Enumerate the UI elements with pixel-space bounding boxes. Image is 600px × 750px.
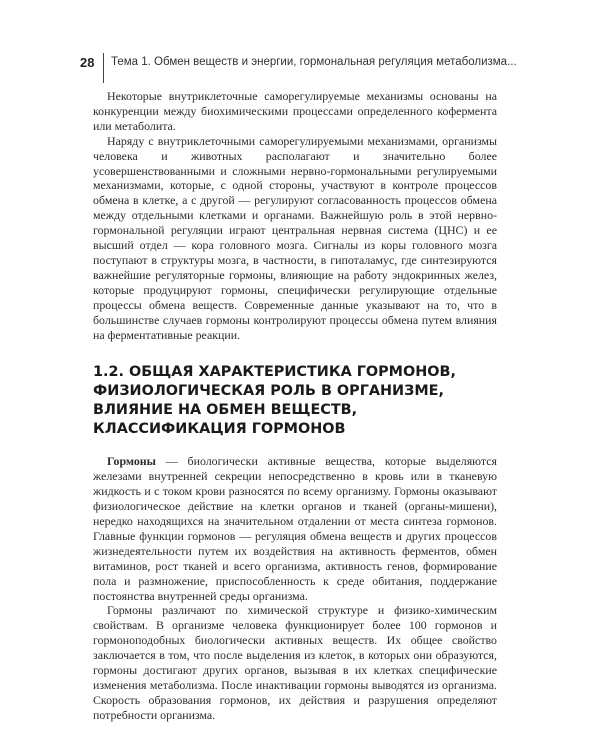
term-bold: Гормоны — [107, 454, 156, 469]
page-header — [0, 53, 600, 83]
paragraph: Наряду с внутриклеточными саморегулируемыми механизмами, организмы человека и животных располагают и значительно более усовершенствованными и сложными нервно-гормональными регулируемыми механизмами, которые, с одной стороны, участвуют в контроле процессов обмена в клетке, а с другой — регулируют согласованность процессов обмена между отдельными клетками и органами. Важнейшую роль в этой нервно-гормональной регуляции играют центральная нервная система (ЦНС) и ее высший отдел — кора головного мозга. Сигналы из коры головного мозга поступают в структуры мозга, в частности, в гипоталамус, где синтезируются важнейшие регуляторные гормоны, влияющие на работу эндокринных желез, которые продуцируют гормоны, специфически регулирующие отдельные процессы обмена веществ. Современные данные указывают на то, что в большинстве случаев гормоны контролируют процессы обмена путем влияния на ферментативные реакции. — [93, 133, 497, 342]
paragraph: Некоторые внутриклеточные саморегулируемые механизмы основаны на конкуренции между биохимическими процессами определенного кофермента или метаболита. — [93, 89, 497, 133]
paragraph: Гормоны различают по химической структуре и физико-химическим свойствам. В организме человека функционирует более 100 гормонов и гормоноподобных биологически активных веществ. Их общее свойство заключается в том, что после выделения из клеток, в которых они образуются, гормоны достигают других органов, вызывая в их клетках специфические изменения метаболизма. После инактивации гормоны выводятся из организма. Скорость образования гормонов, их действия и разрушения определяют потребности организма. — [93, 603, 497, 722]
header-divider — [103, 53, 104, 83]
page-number: 28 — [80, 55, 95, 70]
paragraph-text: — биологически активные вещества, которые выделяются железами внутренней секреции непосредственно в кровь или в тканевую жидкость и с током крови разносятся по всему организму. Гормоны оказывают физиологическое действие на клетки органов и тканей (органы-мишени), нередко находящихся на значительном отдалении от места синтеза гормонов. Главные функции гормонов — регуляция обмена веществ и других процессов жизнедеятельности путем их воздействия на активность ферментов, обмен витаминов, рост тканей и всего организма, активность генов, формирование пола и размножение, приспособленность к среде обитания, поддержание постоянства внутренней среды организма. — [93, 454, 497, 603]
running-title: Тема 1. Обмен веществ и энергии, гормональная регуляция метаболизма... — [111, 56, 517, 68]
page-body — [93, 89, 497, 723]
paragraph — [93, 454, 497, 603]
section-heading: 1.2. ОБЩАЯ ХАРАКТЕРИСТИКА ГОРМОНОВ, ФИЗИОЛОГИЧЕСКАЯ РОЛЬ В ОРГАНИЗМЕ, ВЛИЯНИЕ НА ОБМЕН ВЕЩЕСТВ, КЛАССИФИКАЦИЯ ГОРМОНОВ — [93, 364, 456, 438]
